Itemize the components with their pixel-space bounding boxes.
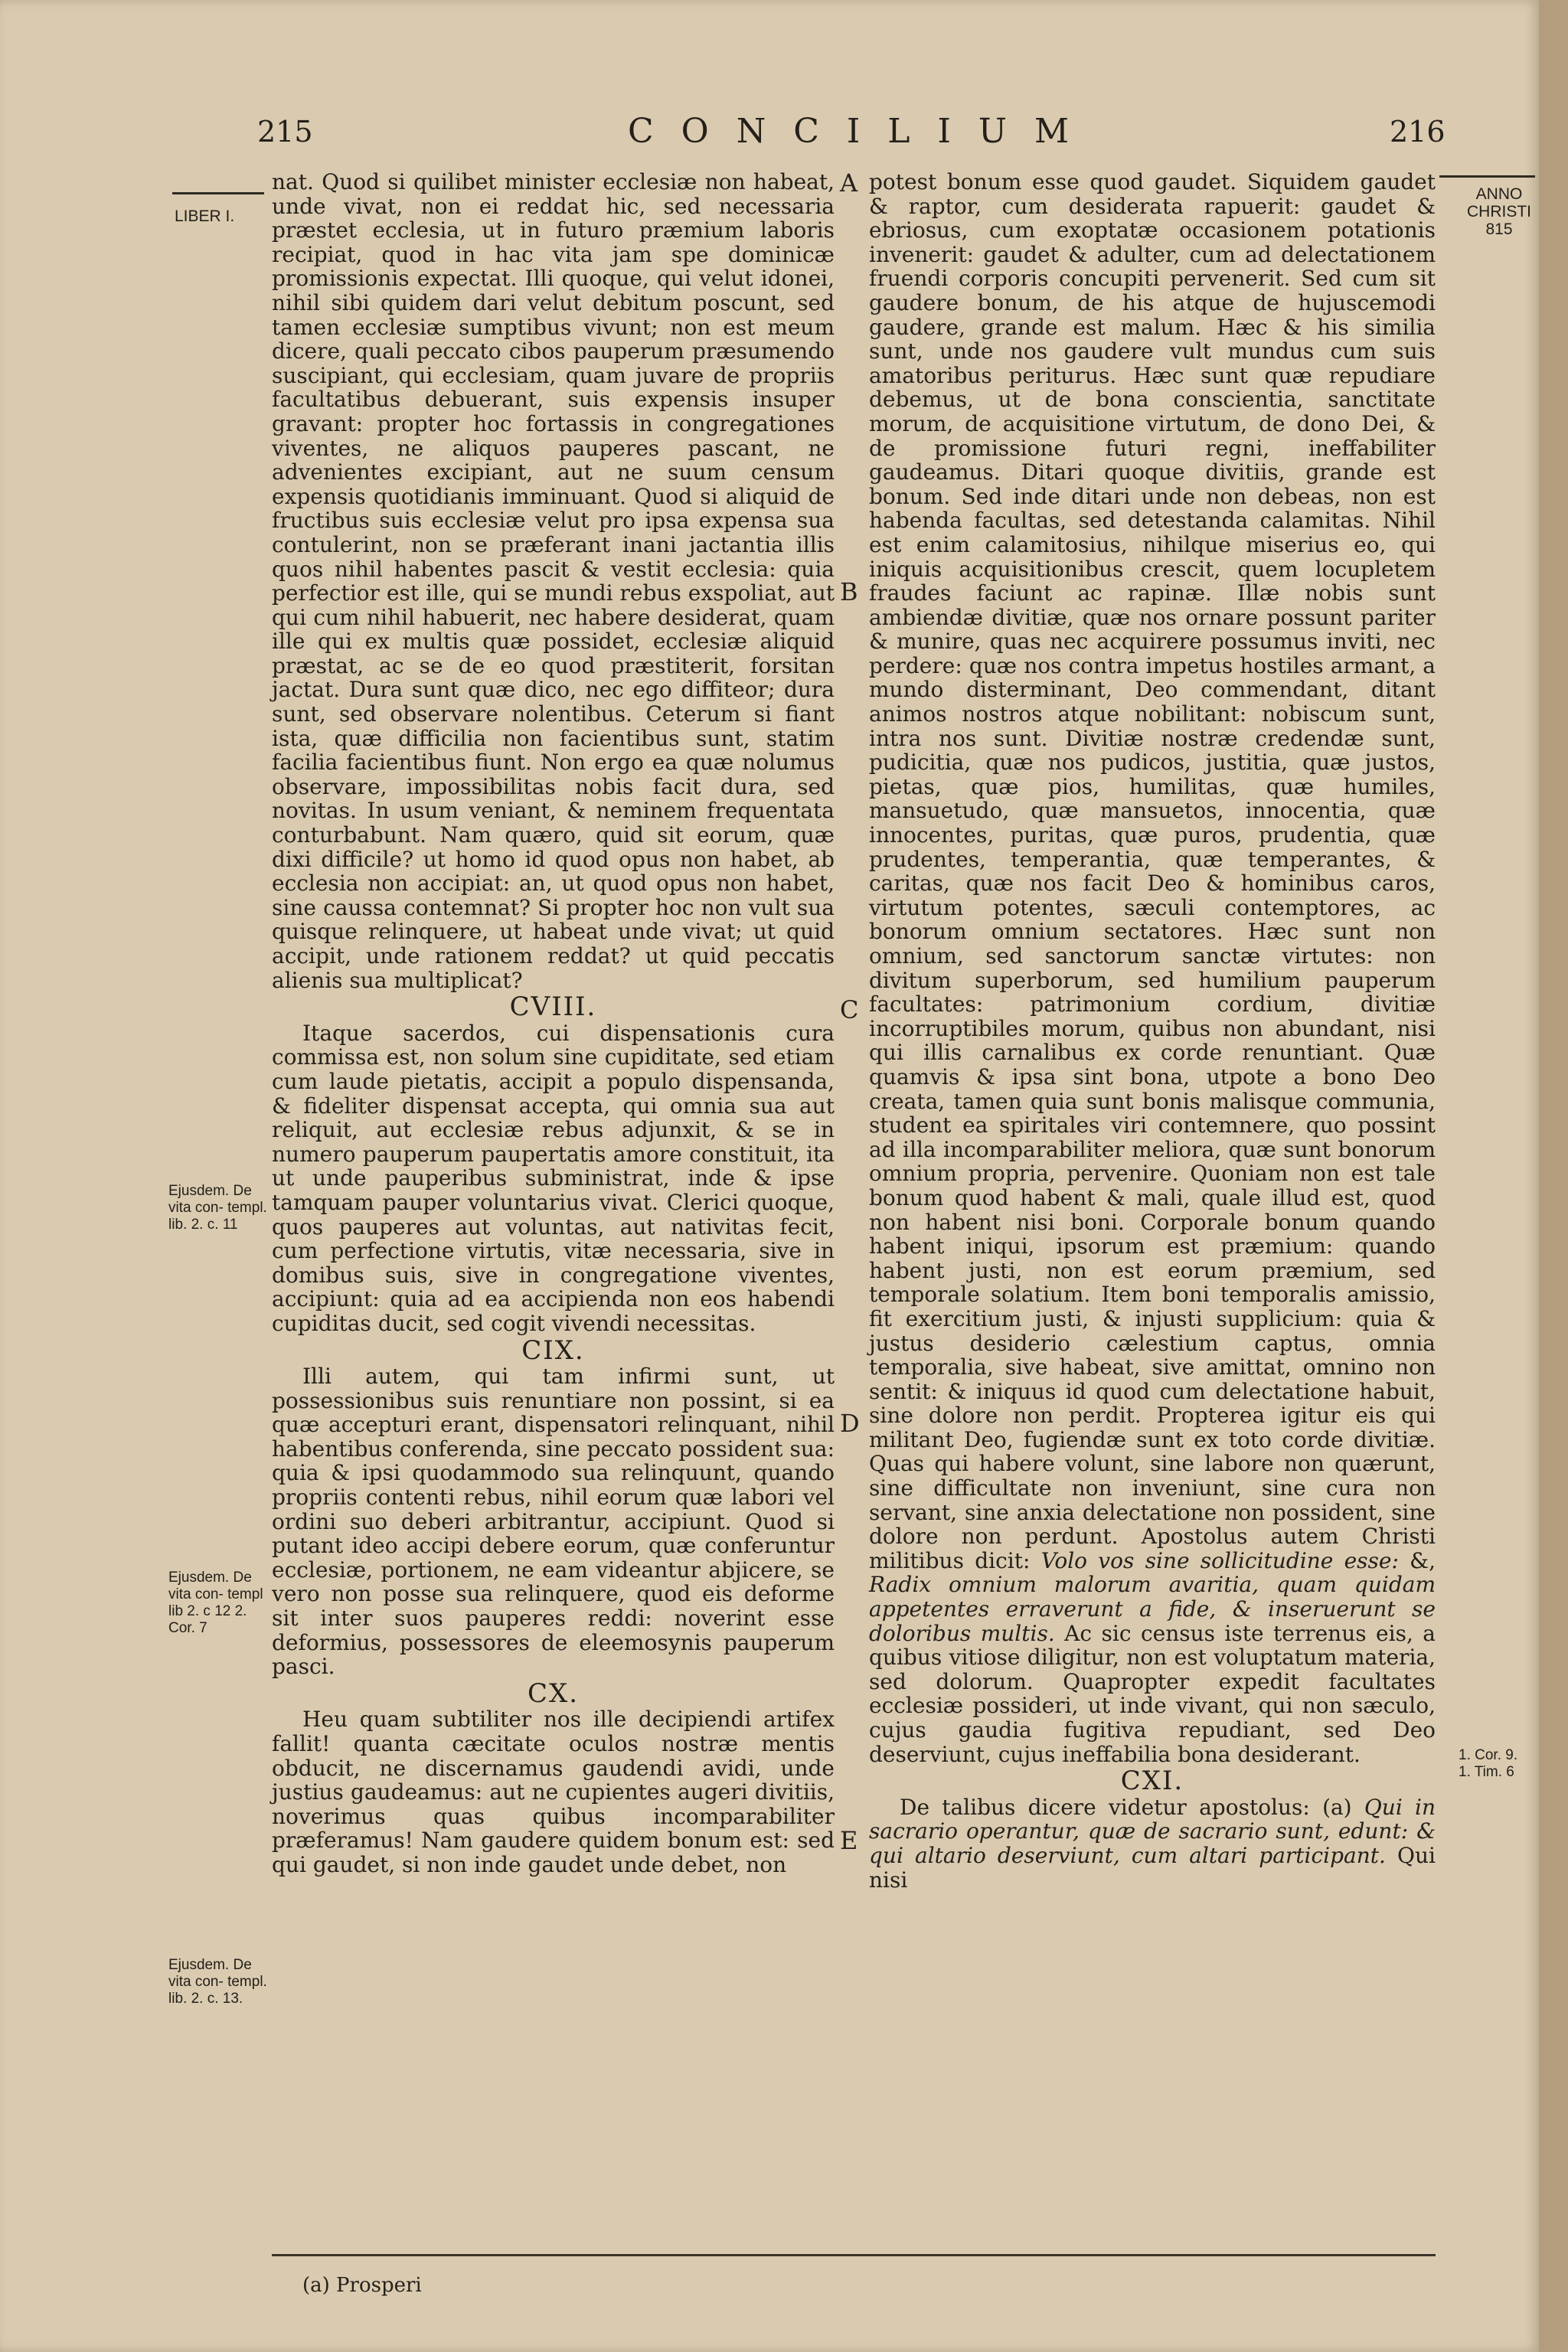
footnote: (a) Prosperi: [302, 2274, 422, 2297]
left-header-rule: [172, 192, 264, 194]
right-column: [869, 170, 1436, 1892]
quotation: Volo vos sine sollicitudine esse:: [1040, 1547, 1399, 1573]
section-heading-cxi: CXI.: [1120, 1766, 1184, 1797]
section-letter-c: C: [840, 995, 859, 1024]
running-title: CONCILIUM: [628, 112, 1097, 151]
paragraph: Itaque sacerdos, cui dispensationis cura commissa est, non solum sine cupiditate, sed etiam cum laude pietatis, accipit a populo dispensanda, & fideliter dispensat accepta, qui omnia sua aut reliquit, aut ecclesiæ rebus adjunxit, & se in numero pauperum paupertatis amore constituit, ita ut unde pauperibus subministrat, inde & ipse tamquam pauper voluntarius vivat. Clerici quoque, quos pauperes aut voluntas, aut nativitas fecit, cum perfectione virtutis, vitæ necessaria, sive in domibus suis, sive in congregatione viventes, accipiunt: quia ad ea accipienda non eos habendi cupiditas ducit, sed cogit vivendi necessitas.: [272, 1020, 835, 1336]
anno-text: ANNO CHRISTI: [1467, 185, 1531, 220]
body-text: &,: [1410, 1547, 1436, 1573]
anno-year: 815: [1485, 220, 1513, 238]
section-heading-cviii: CVIII.: [509, 991, 597, 1023]
left-column: [272, 170, 835, 1877]
paragraph: Heu quam subtiliter nos ille decipiendi artifex fallit! quanta cæcitate oculos nostræ mentis obducit, ne discernamus gaudendi avidi, unde justius gaudeamus: aut ne cupientes augeri divitiis, noverimus quas quibus incomparabiliter præferamus! Nam gaudere quidem bonum est: sed qui gaudet, si non inde gaudet unde debet, non: [272, 1707, 835, 1877]
paragraph: nat. Quod si quilibet minister ecclesiæ non habeat, unde vivat, non ei reddat hic, sed necessaria præstet ecclesia, ut in futuro præmium laboris recipiat, quod in hac vita jam spe dominicæ promissionis expectat. Illi quoque, qui velut idonei, nihil sibi quidem dari velut debitum poscunt, sed tamen ecclesiæ sumptibus vivunt; non est meum dicere, quali peccato cibos pauperum præsumendo suscipiant, qui ecclesiam, quam juvare de propriis facultatibus debuerant, suis expensis insuper gravant: propter hoc fortassis in congregationes viventes, ne aliquos pauperes pascant, ne advenientes excipiant, aut ne suum censum expensis quotidianis imminuant. Quod si aliquid de fructibus suis ecclesiæ velut pro ipsa expensa sua contulerint, non se præferant inani jactantia illis quos nihil habentes pascit & vestit ecclesia: quia perfectior est ille, qui se mundi rebus exspoliat, aut qui cum nihil habuerit, nec habere desiderat, quam ille qui ex multis quæ possidet, ecclesiæ aliquid præstat, ac se de eo quod præstiterit, forsitan jactat. Dura sunt quæ dico, nec ego diffiteor; dura sunt, sed observare nolentibus. Ceterum si fiant ista, quæ difficilia non facientibus sunt, statim facilia facientibus fiunt. Non ergo ea quæ nolumus observare, impossibilitas nobis facit dura, sed novitas. In usum veniant, & neminem frequentata conturbabunt. Nam quæro, quid sit eorum, quæ dixi difficile? ut homo id quod opus non habet, ab ecclesia non accipiat: an, ut quod opus non habet, sine caussa contemnat? Si propter hoc non vult sua quisque relinquere, ut habeat unde vivat; ut quid accipit, unde rationem reddat? ut quid peccatis alienis sua multiplicat?: [272, 169, 835, 993]
anno-christi-label: [1462, 185, 1536, 238]
section-heading-cix: CIX.: [521, 1334, 585, 1366]
section-letter-b: B: [840, 577, 858, 606]
margin-note-cviii: Ejusdem. De vita con- templ. lib. 2. c. 11: [168, 1183, 267, 1233]
paragraph: [869, 1795, 1436, 1892]
section-letter-e: E: [840, 1826, 858, 1855]
body-text: potest bonum esse quod gaudet. Siquidem gaudet & raptor, cum desiderata rapuerit: gaudet & ebriosus, cum exoptatæ occasionem potationis invenerit: gaudet & adulter, cum ad delectationem fruendi corporis concupiti pervenerit. Sed cum sit gaudere bonum, de his atque de hujuscemodi gaudere, grande est malum. Hæc & his similia sunt, unde nos gaudere vult mundus cum suis amatoribus periturus. Hæc sunt quæ repudiare debemus, ut de bona conscientia, sanctitate morum, de acquisitione virtutum, de dono Dei, & de promissione futuri regni, ineffabiliter gaudeamus. Ditari quoque divitiis, grande est bonum. Sed inde ditari unde non debeas, non est habenda facultas, sed detestanda calamitas. Nihil est enim calamitosius, nihilque miserius eo, qui iniquis acquisitionibus crescit, quem locupletem fraudes faciunt ac rapinæ. Illæ nobis sunt ambiendæ divitiæ, quæ nos ornare possunt pariter & munire, quas nec acquirere possumus inviti, nec perdere: quæ nos contra impetus hostiles armant, a mundo disterminant, Deo commendant, ditant animos nostros atque nobilitant: nobiscum sunt, intra nos sunt. Divitiæ nostræ credendæ sunt, pudicitia, quæ nos pudicos, justitia, quæ justos, pietas, quæ pios, humilitas, quæ humiles, mansuetudo, quæ mansuetos, innocentia, quæ innocentes, puritas, quæ puros, prudentia, quæ prudentes, temperantia, quæ temperantes, & caritas, quæ nos facit Deo & hominibus caros, virtutum potentes, sæculi contemptores, ac bonorum omnium sectatores. Hæc sunt non omnium, sed sanctorum sanctæ virtutes: non divitum superborum, sed humilium pauperum facultates: patrimonium cordium, divitiæ incorruptibiles morum, quibus non abundant, nisi qui illis carnalibus ex corde renuntiant. Quæ quamvis & ipsa sint bona, utpote a bono Deo creata, tamen quia sunt bonis malisque communia, student ea spiritales viri contemnere, quo possint ad illa incomparabiliter meliora, quæ sunt bonorum omnium propria, pervenire. Quoniam non est tale bonum quod habent & mali, quale illud est, quod non habent nisi boni. Corporale bonum quando habent iniqui, ipsorum est præmium: quando habent justi, non est eorum præmium, sed temporale solatium. Item boni temporalis amissio, fit exercitium justi, & injusti supplicium: quia & justus desiderio cælestium captus, omnia temporalia, sive habeat, sive amittat, omnino non sentit: & iniquus id quod cum delectatione habuit, sine dolore non perdit. Propterea igitur eis qui militant Deo, fugiendæ sunt ex toto corde divitiæ. Quas qui habere volunt, sine labore non quærunt, sine difficultate non inveniunt, sine cura non servant, sine anxia delectatione non possident, sine dolore non perdunt. Apostolus autem Christi militibus dicit:: [869, 169, 1436, 1573]
body-text: Ac sic census iste terrenus eis, a quibus vitiose diligitur, non est voluptatum materia, sed dolorum. Quapropter expedit facultates ecclesiæ possideri, ut inde vivant, qui non sæculo, cujus gaudia fugitiva repudiant, sed Deo deserviunt, cujus ineffabilia bona desiderant.: [869, 1620, 1436, 1767]
body-text: De talibus dicere videtur apostolus:: [900, 1794, 1310, 1820]
section-heading-cx: CX.: [527, 1677, 580, 1709]
section-letter-a: A: [840, 168, 858, 198]
footnote-rule: [272, 2254, 1436, 2256]
quotation: Qui in sacrario operantur, quæ de sacrario sunt, edunt: & qui altario deserviunt, cum altari participant.: [869, 1794, 1436, 1868]
quotation: Radix omnium malorum avaritia, quam quidam appetentes erraverunt a fide, & inseruerunt se doloribus multis.: [869, 1572, 1436, 1646]
page-number-left: 215: [257, 115, 313, 149]
page-number-right: 216: [1390, 115, 1446, 149]
margin-note-cx: Ejusdem. De vita con- templ. lib. 2. c. 13.: [168, 1957, 267, 2007]
right-header-rule: [1439, 175, 1535, 178]
liber-label: LIBER I.: [175, 207, 235, 225]
paragraph: [869, 170, 1436, 1766]
margin-note-cix: Ejusdem. De vita con- templ lib 2. c 12 2. Cor. 7: [168, 1570, 263, 1636]
footnote-ref: (a): [1322, 1794, 1352, 1820]
margin-note-right: 1. Cor. 9. 1. Tim. 6: [1459, 1747, 1518, 1780]
paragraph: Illi autem, qui tam infirmi sunt, ut possessionibus suis renuntiare non possint, si ea quæ accepturi erant, dispensatori relinquant, nihil habentibus conferenda, sine peccato possident sua: quia & ipsi quodammodo sua relinquunt, quando propriis contenti rebus, nihil eorum quæ labori vel ordini suo deberi arbitrantur, accipiunt. Quod si putant ideo accipi debere eorum, quæ conferuntur ecclesiæ, portionem, ne eam videantur abjicere, se vero non posse sua relinquere, quod eis deforme sit inter suos pauperes reddi: noverint esse deformius, possessores de eleemosynis pauperum pasci.: [272, 1364, 835, 1680]
section-letter-d: D: [840, 1409, 860, 1438]
body-text: Qui nisi: [869, 1842, 1436, 1893]
